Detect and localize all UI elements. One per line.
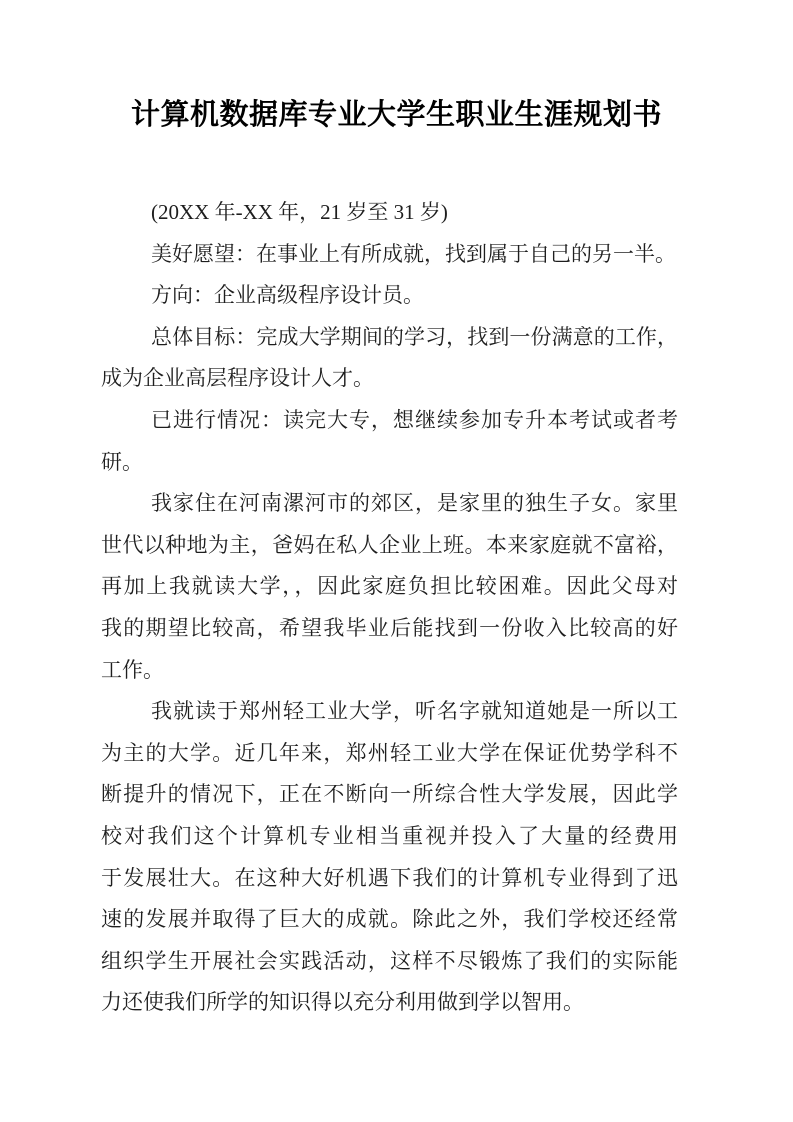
paragraph [101,192,678,234]
text-line: 速的发展并取得了巨大的成就。除此之外，我们学校还经常 [101,907,678,932]
text-line: 美好愿望：在事业上有所成就，找到属于自己的另一半。 [151,241,676,266]
text-line: 我的期望比较高，希望我毕业后能找到一份收入比较高的好 [101,615,678,640]
text-line: 研。 [101,449,143,474]
document-body [101,192,678,1024]
paragraph [101,234,678,276]
paragraph [101,275,678,317]
text-line: 方向：企业高级程序设计员。 [151,283,424,308]
text-line: 再加上我就读大学，，因此家庭负担比较困难。因此父母对 [101,574,678,599]
text-line: 于发展壮大。在这种大好机遇下我们的计算机专业得到了迅 [101,865,678,890]
text-line: 为主的大学。近几年来，郑州轻工业大学在保证优势学科不 [101,740,678,765]
paragraph [101,317,678,400]
paragraph [101,691,678,1024]
text-line: (20XX 年-XX 年，21 岁至 31 岁) [151,200,448,224]
text-line: 我就读于郑州轻工业大学，听名字就知道她是一所以工 [151,699,678,724]
paragraph [101,400,678,483]
text-line: 组织学生开展社会实践活动，这样不尽锻炼了我们的实际能 [101,948,678,973]
text-line: 断提升的情况下，正在不断向一所综合性大学发展，因此学 [101,782,678,807]
text-line: 已进行情况：读完大专，想继续参加专升本考试或者考 [151,407,678,432]
text-line: 工作。 [101,657,164,682]
text-line: 总体目标：完成大学期间的学习，找到一份满意的工作， [151,324,678,349]
text-line: 力还使我们所学的知识得以充分利用做到学以智用。 [101,990,584,1015]
paragraph [101,483,678,691]
text-line: 校对我们这个计算机专业相当重视并投入了大量的经费用 [101,823,678,848]
text-line: 我家住在河南漯河市的郊区，是家里的独生子女。家里 [151,491,678,516]
document-title: 计算机数据库专业大学生职业生涯规划书 [130,99,662,131]
text-line: 成为企业高层程序设计人才。 [101,366,374,391]
text-line: 世代以种地为主，爸妈在私人企业上班。本来家庭就不富裕， [101,532,678,557]
